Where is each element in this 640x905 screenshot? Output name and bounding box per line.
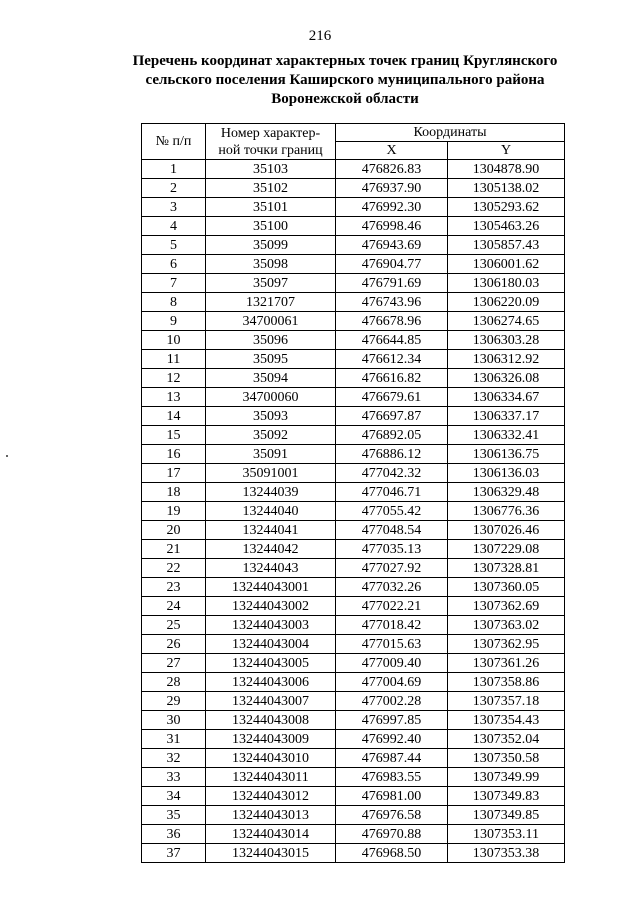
header-point-line-2: ной точки границ [218, 142, 323, 158]
point-number-cell: 35095 [206, 350, 336, 369]
point-number-cell: 13244043 [206, 559, 336, 578]
header-point-number [206, 124, 336, 160]
row-number-cell: 27 [142, 654, 206, 673]
table-row [142, 749, 565, 768]
y-coordinate-cell: 1307360.05 [448, 578, 565, 597]
header-coordinates: Координаты [336, 124, 565, 142]
table-row [142, 388, 565, 407]
point-number-cell: 13244042 [206, 540, 336, 559]
y-coordinate-cell: 1306334.67 [448, 388, 565, 407]
x-coordinate-cell: 477042.32 [336, 464, 448, 483]
x-coordinate-cell: 476791.69 [336, 274, 448, 293]
point-number-cell: 35093 [206, 407, 336, 426]
table-row [142, 255, 565, 274]
x-coordinate-cell: 476826.83 [336, 160, 448, 179]
table-row [142, 483, 565, 502]
row-number-cell: 4 [142, 217, 206, 236]
point-number-cell: 35091001 [206, 464, 336, 483]
x-coordinate-cell: 476644.85 [336, 331, 448, 350]
row-number-cell: 8 [142, 293, 206, 312]
table-row [142, 198, 565, 217]
table-row [142, 217, 565, 236]
y-coordinate-cell: 1307349.83 [448, 787, 565, 806]
row-number-cell: 15 [142, 426, 206, 445]
table-row [142, 160, 565, 179]
y-coordinate-cell: 1306326.08 [448, 369, 565, 388]
point-number-cell: 13244043008 [206, 711, 336, 730]
point-number-cell: 34700061 [206, 312, 336, 331]
x-coordinate-cell: 476943.69 [336, 236, 448, 255]
point-number-cell: 13244043006 [206, 673, 336, 692]
table-row [142, 293, 565, 312]
y-coordinate-cell: 1307349.99 [448, 768, 565, 787]
row-number-cell: 37 [142, 844, 206, 863]
table-row [142, 464, 565, 483]
row-number-cell: 35 [142, 806, 206, 825]
y-coordinate-cell: 1306776.36 [448, 502, 565, 521]
y-coordinate-cell: 1307229.08 [448, 540, 565, 559]
table-row [142, 331, 565, 350]
y-coordinate-cell: 1307363.02 [448, 616, 565, 635]
table-row [142, 787, 565, 806]
row-number-cell: 18 [142, 483, 206, 502]
y-coordinate-cell: 1306274.65 [448, 312, 565, 331]
point-number-cell: 35092 [206, 426, 336, 445]
y-coordinate-cell: 1307026.46 [448, 521, 565, 540]
point-number-cell: 35099 [206, 236, 336, 255]
point-number-cell: 13244039 [206, 483, 336, 502]
row-number-cell: 23 [142, 578, 206, 597]
row-number-cell: 14 [142, 407, 206, 426]
scan-speck [6, 455, 8, 457]
point-number-cell: 35094 [206, 369, 336, 388]
table-row [142, 711, 565, 730]
table-row [142, 730, 565, 749]
point-number-cell: 35097 [206, 274, 336, 293]
row-number-cell: 17 [142, 464, 206, 483]
point-number-cell: 13244043013 [206, 806, 336, 825]
row-number-cell: 25 [142, 616, 206, 635]
title-line-2: сельского поселения Каширского муниципального района [145, 72, 545, 88]
table-row [142, 236, 565, 255]
row-number-cell: 12 [142, 369, 206, 388]
row-number-cell: 2 [142, 179, 206, 198]
x-coordinate-cell: 476678.96 [336, 312, 448, 331]
x-coordinate-cell: 477004.69 [336, 673, 448, 692]
table-row [142, 350, 565, 369]
table-row [142, 179, 565, 198]
point-number-cell: 13244043003 [206, 616, 336, 635]
table-row [142, 578, 565, 597]
x-coordinate-cell: 476612.34 [336, 350, 448, 369]
row-number-cell: 33 [142, 768, 206, 787]
x-coordinate-cell: 476937.90 [336, 179, 448, 198]
row-number-cell: 21 [142, 540, 206, 559]
table-row [142, 407, 565, 426]
row-number-cell: 20 [142, 521, 206, 540]
x-coordinate-cell: 477046.71 [336, 483, 448, 502]
point-number-cell: 13244041 [206, 521, 336, 540]
table-row [142, 692, 565, 711]
header-x: X [336, 142, 448, 160]
table-row [142, 521, 565, 540]
y-coordinate-cell: 1306220.09 [448, 293, 565, 312]
row-number-cell: 3 [142, 198, 206, 217]
header-row-number: № п/п [142, 124, 206, 160]
point-number-cell: 35101 [206, 198, 336, 217]
page-number: 216 [308, 28, 332, 44]
y-coordinate-cell: 1307353.11 [448, 825, 565, 844]
table-row [142, 825, 565, 844]
x-coordinate-cell: 477022.21 [336, 597, 448, 616]
point-number-cell: 13244043014 [206, 825, 336, 844]
x-coordinate-cell: 476679.61 [336, 388, 448, 407]
x-coordinate-cell: 476743.96 [336, 293, 448, 312]
row-number-cell: 11 [142, 350, 206, 369]
point-number-cell: 13244043002 [206, 597, 336, 616]
x-coordinate-cell: 477048.54 [336, 521, 448, 540]
row-number-cell: 16 [142, 445, 206, 464]
y-coordinate-cell: 1307354.43 [448, 711, 565, 730]
x-coordinate-cell: 477055.42 [336, 502, 448, 521]
y-coordinate-cell: 1305138.02 [448, 179, 565, 198]
y-coordinate-cell: 1305463.26 [448, 217, 565, 236]
y-coordinate-cell: 1307357.18 [448, 692, 565, 711]
y-coordinate-cell: 1305293.62 [448, 198, 565, 217]
row-number-cell: 24 [142, 597, 206, 616]
table-row [142, 768, 565, 787]
table-row [142, 312, 565, 331]
point-number-cell: 35096 [206, 331, 336, 350]
x-coordinate-cell: 477035.13 [336, 540, 448, 559]
point-number-cell: 13244043011 [206, 768, 336, 787]
x-coordinate-cell: 476983.55 [336, 768, 448, 787]
x-coordinate-cell: 476904.77 [336, 255, 448, 274]
x-coordinate-cell: 477027.92 [336, 559, 448, 578]
x-coordinate-cell: 477015.63 [336, 635, 448, 654]
y-coordinate-cell: 1306001.62 [448, 255, 565, 274]
point-number-cell: 35091 [206, 445, 336, 464]
x-coordinate-cell: 476892.05 [336, 426, 448, 445]
x-coordinate-cell: 476998.46 [336, 217, 448, 236]
x-coordinate-cell: 476968.50 [336, 844, 448, 863]
row-number-cell: 28 [142, 673, 206, 692]
table-row [142, 559, 565, 578]
point-number-cell: 13244043010 [206, 749, 336, 768]
header-y: Y [448, 142, 565, 160]
x-coordinate-cell: 476970.88 [336, 825, 448, 844]
point-number-cell: 13244043015 [206, 844, 336, 863]
point-number-cell: 35102 [206, 179, 336, 198]
header-point-line-1: Номер характер- [220, 125, 321, 141]
table-row [142, 616, 565, 635]
table-row [142, 673, 565, 692]
y-coordinate-cell: 1307353.38 [448, 844, 565, 863]
x-coordinate-cell: 476992.30 [336, 198, 448, 217]
row-number-cell: 10 [142, 331, 206, 350]
table-row [142, 844, 565, 863]
table-row [142, 502, 565, 521]
y-coordinate-cell: 1307352.04 [448, 730, 565, 749]
y-coordinate-cell: 1307350.58 [448, 749, 565, 768]
table-row [142, 426, 565, 445]
point-number-cell: 1321707 [206, 293, 336, 312]
y-coordinate-cell: 1307362.95 [448, 635, 565, 654]
row-number-cell: 1 [142, 160, 206, 179]
y-coordinate-cell: 1304878.90 [448, 160, 565, 179]
document-title [100, 52, 590, 109]
y-coordinate-cell: 1307361.26 [448, 654, 565, 673]
y-coordinate-cell: 1306303.28 [448, 331, 565, 350]
point-number-cell: 13244043007 [206, 692, 336, 711]
coordinates-table [141, 123, 565, 863]
table-row [142, 445, 565, 464]
y-coordinate-cell: 1306332.41 [448, 426, 565, 445]
x-coordinate-cell: 477009.40 [336, 654, 448, 673]
y-coordinate-cell: 1306136.75 [448, 445, 565, 464]
x-coordinate-cell: 476886.12 [336, 445, 448, 464]
row-number-cell: 26 [142, 635, 206, 654]
x-coordinate-cell: 476616.82 [336, 369, 448, 388]
row-number-cell: 7 [142, 274, 206, 293]
row-number-cell: 30 [142, 711, 206, 730]
x-coordinate-cell: 477002.28 [336, 692, 448, 711]
x-coordinate-cell: 476981.00 [336, 787, 448, 806]
point-number-cell: 13244043005 [206, 654, 336, 673]
point-number-cell: 34700060 [206, 388, 336, 407]
y-coordinate-cell: 1307358.86 [448, 673, 565, 692]
y-coordinate-cell: 1306337.17 [448, 407, 565, 426]
row-number-cell: 36 [142, 825, 206, 844]
title-line-1: Перечень координат характерных точек границ Круглянского [132, 53, 558, 69]
title-line-3: Воронежской области [271, 91, 419, 107]
y-coordinate-cell: 1306329.48 [448, 483, 565, 502]
table-row [142, 654, 565, 673]
x-coordinate-cell: 476997.85 [336, 711, 448, 730]
point-number-cell: 35103 [206, 160, 336, 179]
point-number-cell: 13244043004 [206, 635, 336, 654]
x-coordinate-cell: 477032.26 [336, 578, 448, 597]
x-coordinate-cell: 476987.44 [336, 749, 448, 768]
y-coordinate-cell: 1306180.03 [448, 274, 565, 293]
x-coordinate-cell: 477018.42 [336, 616, 448, 635]
table-row [142, 274, 565, 293]
x-coordinate-cell: 476976.58 [336, 806, 448, 825]
row-number-cell: 22 [142, 559, 206, 578]
point-number-cell: 13244040 [206, 502, 336, 521]
y-coordinate-cell: 1307349.85 [448, 806, 565, 825]
y-coordinate-cell: 1307362.69 [448, 597, 565, 616]
point-number-cell: 13244043012 [206, 787, 336, 806]
point-number-cell: 13244043009 [206, 730, 336, 749]
point-number-cell: 13244043001 [206, 578, 336, 597]
row-number-cell: 9 [142, 312, 206, 331]
table-row [142, 635, 565, 654]
table-body [142, 160, 565, 863]
y-coordinate-cell: 1307328.81 [448, 559, 565, 578]
table-row [142, 806, 565, 825]
point-number-cell: 35098 [206, 255, 336, 274]
table-row [142, 540, 565, 559]
row-number-cell: 19 [142, 502, 206, 521]
row-number-cell: 5 [142, 236, 206, 255]
row-number-cell: 34 [142, 787, 206, 806]
y-coordinate-cell: 1305857.43 [448, 236, 565, 255]
row-number-cell: 29 [142, 692, 206, 711]
point-number-cell: 35100 [206, 217, 336, 236]
y-coordinate-cell: 1306312.92 [448, 350, 565, 369]
row-number-cell: 6 [142, 255, 206, 274]
x-coordinate-cell: 476697.87 [336, 407, 448, 426]
table-row [142, 597, 565, 616]
x-coordinate-cell: 476992.40 [336, 730, 448, 749]
row-number-cell: 32 [142, 749, 206, 768]
table-row [142, 369, 565, 388]
row-number-cell: 13 [142, 388, 206, 407]
row-number-cell: 31 [142, 730, 206, 749]
y-coordinate-cell: 1306136.03 [448, 464, 565, 483]
